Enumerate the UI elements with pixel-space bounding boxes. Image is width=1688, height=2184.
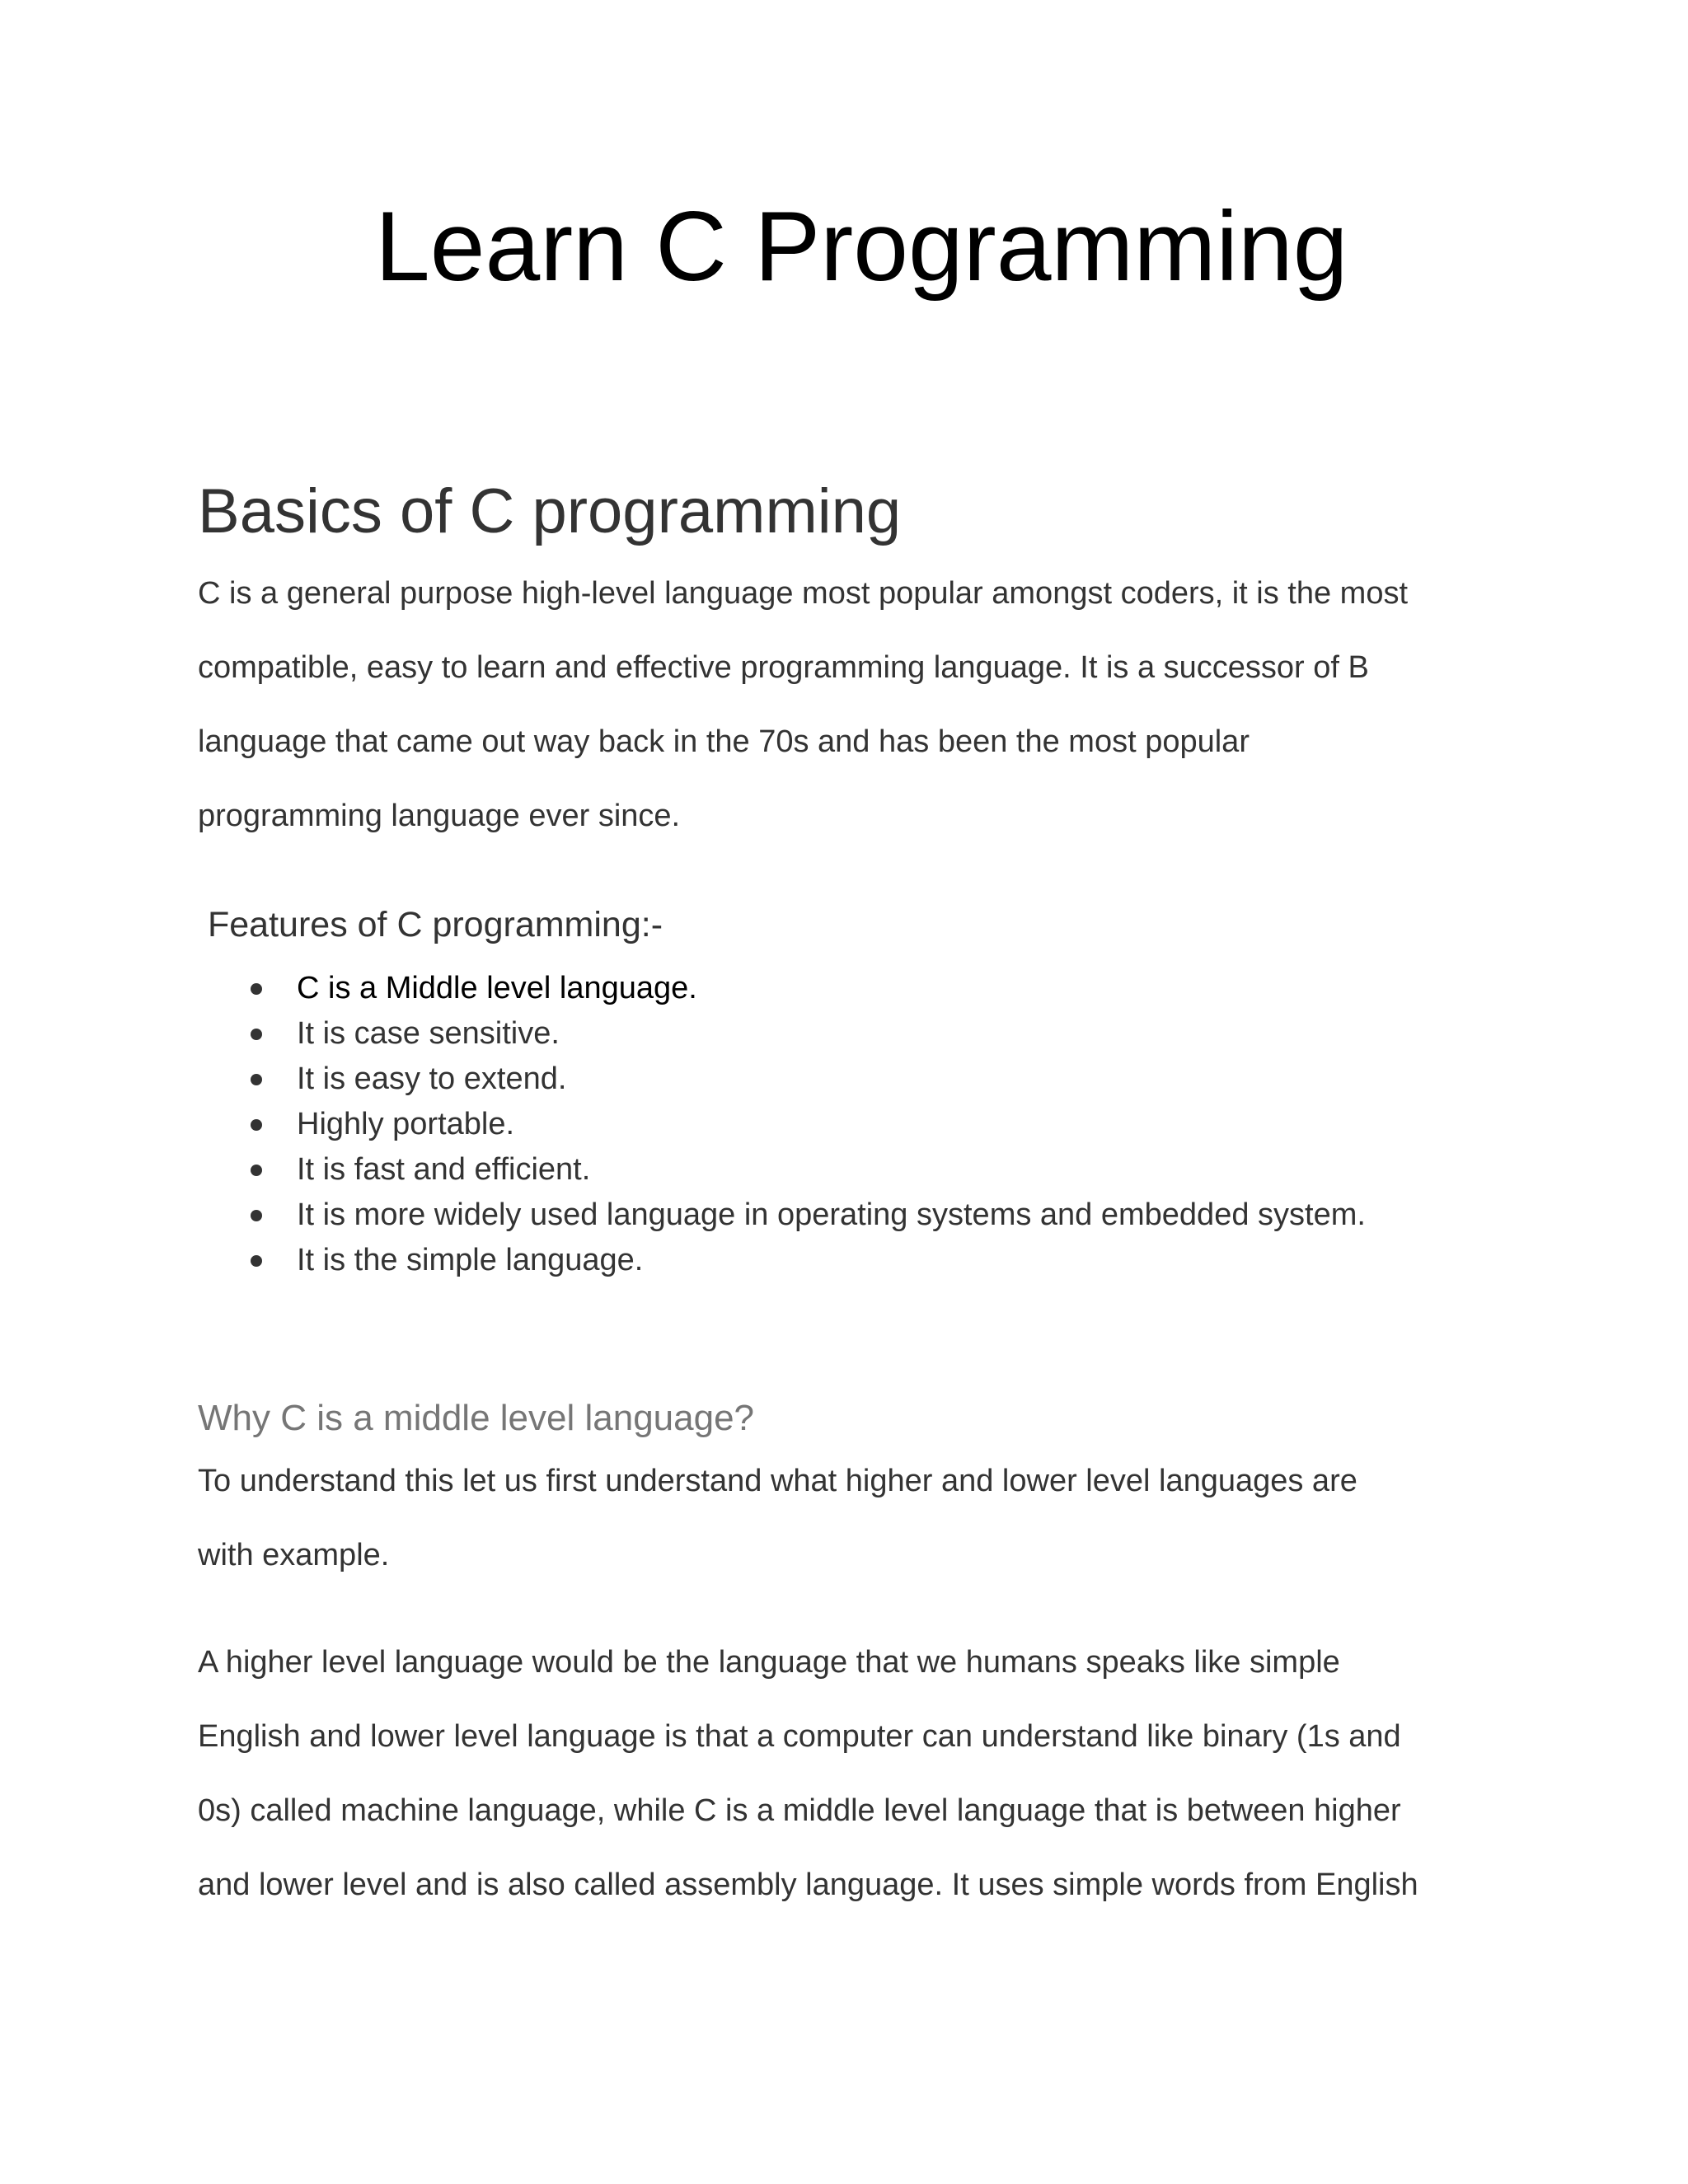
why-paragraph bbox=[198, 1444, 1357, 1592]
list-item bbox=[198, 1238, 1366, 1283]
intro-line: programming language ever since. bbox=[198, 799, 681, 833]
document-title: Learn C Programming bbox=[375, 191, 1348, 302]
bullet-icon bbox=[251, 1255, 262, 1267]
bullet-icon bbox=[251, 1119, 262, 1131]
list-item-text: It is case sensitive. bbox=[297, 1016, 560, 1051]
list-item bbox=[198, 1057, 1366, 1102]
list-item bbox=[198, 1102, 1366, 1147]
bullet-icon bbox=[251, 983, 262, 995]
section-heading-basics: Basics of C programming bbox=[198, 476, 902, 546]
intro-line: language that came out way back in the 70s and has been the most popular bbox=[198, 724, 1250, 759]
intro-paragraph bbox=[198, 556, 1408, 853]
higher-lower-line: English and lower level language is that a computer can understand like binary (1s and bbox=[198, 1719, 1401, 1754]
bullet-icon bbox=[251, 1165, 262, 1176]
higher-lower-paragraph bbox=[198, 1625, 1418, 1922]
list-item-text: It is fast and efficient. bbox=[297, 1152, 591, 1187]
why-line: with example. bbox=[198, 1538, 390, 1572]
bullet-icon bbox=[251, 1029, 262, 1040]
subheading-why-middle-level: Why C is a middle level language? bbox=[198, 1398, 755, 1438]
list-item bbox=[198, 966, 1366, 1011]
intro-line: compatible, easy to learn and effective programming language. It is a successor of B bbox=[198, 650, 1369, 685]
list-item-text: It is easy to extend. bbox=[297, 1062, 567, 1096]
list-item-text: Highly portable. bbox=[297, 1107, 515, 1141]
higher-lower-line: A higher level language would be the language that we humans speaks like simple bbox=[198, 1645, 1340, 1680]
list-item-text: C is a Middle level language. bbox=[297, 971, 697, 1005]
list-item bbox=[198, 1147, 1366, 1193]
list-item-text: It is more widely used language in operating systems and embedded system. bbox=[297, 1197, 1366, 1232]
intro-line: C is a general purpose high-level language most popular amongst coders, it is the most bbox=[198, 576, 1409, 611]
higher-lower-line: 0s) called machine language, while C is a middle level language that is between higher bbox=[198, 1793, 1401, 1828]
list-item bbox=[198, 1011, 1366, 1057]
bullet-icon bbox=[251, 1210, 262, 1221]
features-heading: Features of C programming:- bbox=[208, 905, 663, 944]
why-line: To understand this let us first understand what higher and lower level languages are bbox=[198, 1464, 1357, 1498]
list-item bbox=[198, 1193, 1366, 1238]
bullet-icon bbox=[251, 1074, 262, 1085]
higher-lower-line: and lower level and is also called assembly language. It uses simple words from English bbox=[198, 1868, 1418, 1902]
features-list bbox=[198, 966, 1366, 1283]
list-item-text: It is the simple language. bbox=[297, 1243, 644, 1277]
